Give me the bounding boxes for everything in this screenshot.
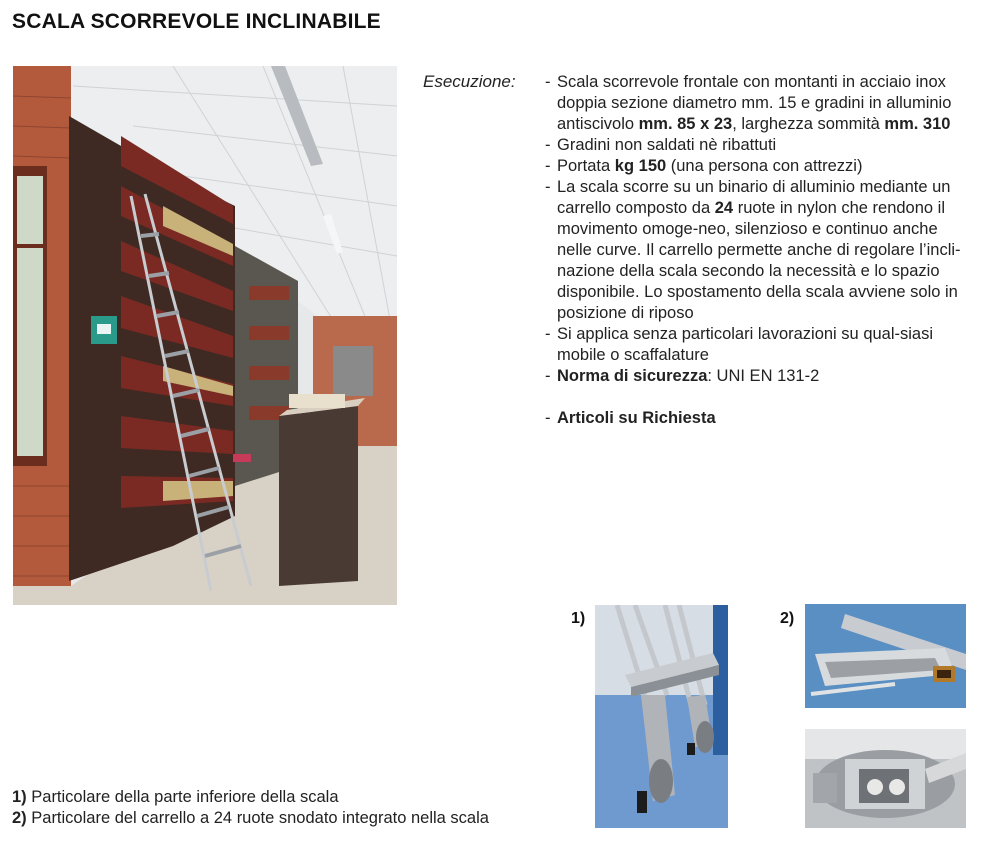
execution-item: - La scala scorre su un binario di alluminio mediante un carrello composto da 24 ruote in nylon che rendono il movimento omoge-neo, silenzioso e continuo anche nelle curve. Il carrello permette anche di regolare l’incli-nazione della scala secondo la necessità e lo spazio disponibile. Lo spostamento della scala avviene solo in posizione di riposo xyxy=(545,177,975,324)
execution-item: - Portata kg 150 (una persona con attrezzi) xyxy=(545,156,975,177)
execution-label: Esecuzione: xyxy=(423,72,516,91)
caption-1: 1) Particolare della parte inferiore della scala xyxy=(12,788,339,806)
execution-item: - Norma di sicurezza: UNI EN 131-2 xyxy=(545,366,975,387)
execution-item: - Si applica senza particolari lavorazioni su qual-siasi mobile o scaffalature xyxy=(545,324,975,366)
detail-2-label: 2) xyxy=(780,610,795,627)
execution-item: - Scala scorrevole frontale con montanti in acciaio inox doppia sezione diametro mm. 15 e gradini in alluminio antiscivolo mm. 85 x 23, larghezza sommità mm. 310 xyxy=(545,72,975,135)
carriage-detail-photo-bottom xyxy=(805,729,966,828)
execution-item: - Gradini non saldati nè ribattuti xyxy=(545,135,975,156)
execution-list xyxy=(545,72,975,429)
detail-1-label: 1) xyxy=(571,610,586,627)
execution-item-on-request: - Articoli su Richiesta xyxy=(545,408,975,429)
carriage-detail-photo-top xyxy=(805,604,966,708)
caption-2: 2) Particolare del carrello a 24 ruote snodato integrato nella scala xyxy=(12,809,489,827)
page-title: SCALA SCORREVOLE INCLINABILE xyxy=(12,10,381,33)
library-ladder-photo xyxy=(13,66,397,605)
ladder-bottom-detail-photo xyxy=(595,605,728,828)
figure-captions xyxy=(12,787,489,829)
